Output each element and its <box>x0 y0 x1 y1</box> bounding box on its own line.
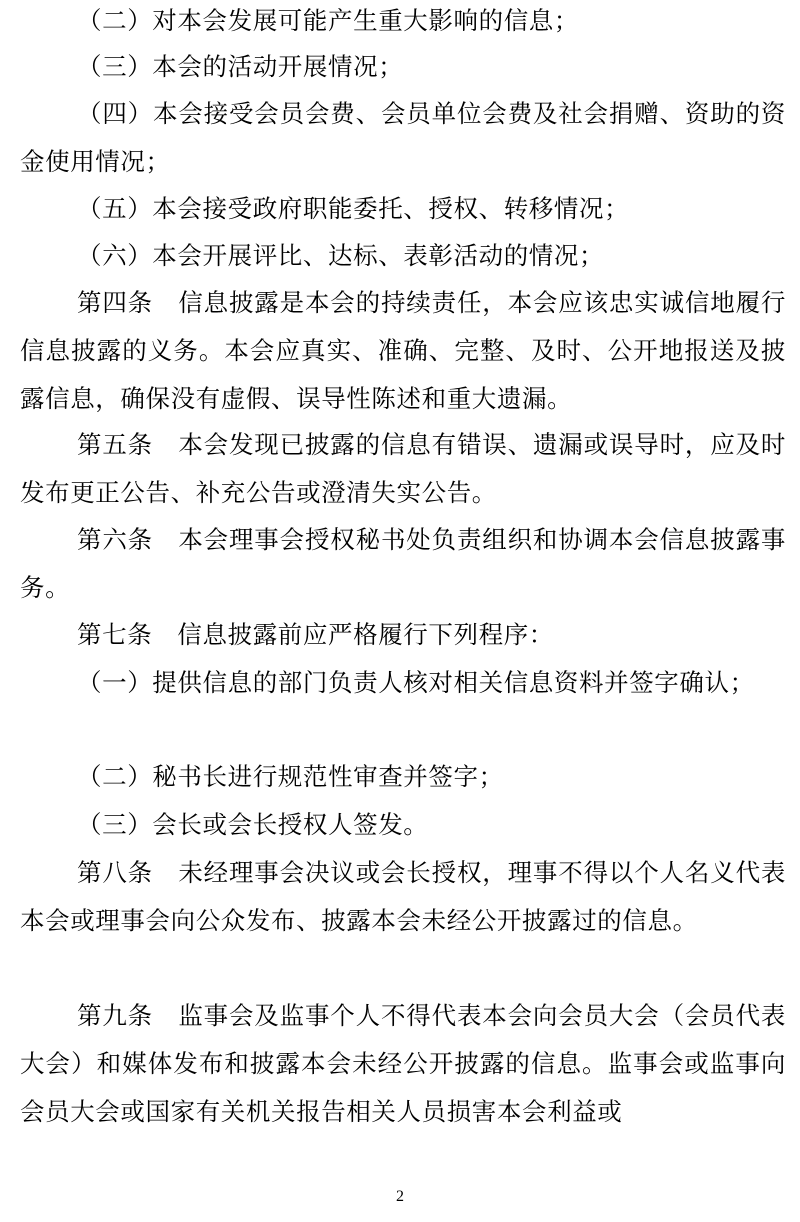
paragraph-article-9: 第九条 监事会及监事个人不得代表本会向会员大会（会员代表大会）和媒体发布和披露本会未经公开披露的信息。监事会或监事向会员大会或国家有关机关报告相关人员损害本会利益或 <box>20 1001 786 1126</box>
paragraph-article-8: 第八条 未经理事会决议或会长授权，理事不得以个人名义代表本会或理事会向公众发布、披露本会未经公开披露过的信息。 <box>20 858 786 935</box>
paragraph-procedure-2: （二）秘书长进行规范性审查并签字； <box>77 762 504 791</box>
page-number: 2 <box>396 1188 404 1205</box>
paragraph-item-6: （六）本会开展评比、达标、表彰活动的情况； <box>77 241 605 270</box>
paragraph-item-3: （三）本会的活动开展情况； <box>77 52 404 81</box>
paragraph-item-2: （二）对本会发展可能产生重大影响的信息； <box>77 6 579 35</box>
paragraph-article-6: 第六条 本会理事会授权秘书处负责组织和协调本会信息披露事务。 <box>20 525 786 602</box>
paragraph-article-4: 第四条 信息披露是本会的持续责任，本会应该忠实诚信地履行信息披露的义务。本会应真实、准确、完整、及时、公开地报送及披露信息，确保没有虚假、误导性陈述和重大遗漏。 <box>20 288 786 413</box>
paragraph-article-7: 第七条 信息披露前应严格履行下列程序： <box>77 620 554 649</box>
paragraph-item-5: （五）本会接受政府职能委托、授权、转移情况； <box>77 194 630 223</box>
paragraph-procedure-3: （三）会长或会长授权人签发。 <box>77 810 429 839</box>
paragraph-article-5: 第五条 本会发现已披露的信息有错误、遗漏或误导时，应及时发布更正公告、补充公告或澄清失实公告。 <box>20 430 786 507</box>
paragraph-procedure-1: （一）提供信息的部门负责人核对相关信息资料并签字确认； <box>77 668 755 697</box>
paragraph-item-4: （四）本会接受会员会费、会员单位会费及社会捐赠、资助的资金使用情况； <box>20 99 786 176</box>
